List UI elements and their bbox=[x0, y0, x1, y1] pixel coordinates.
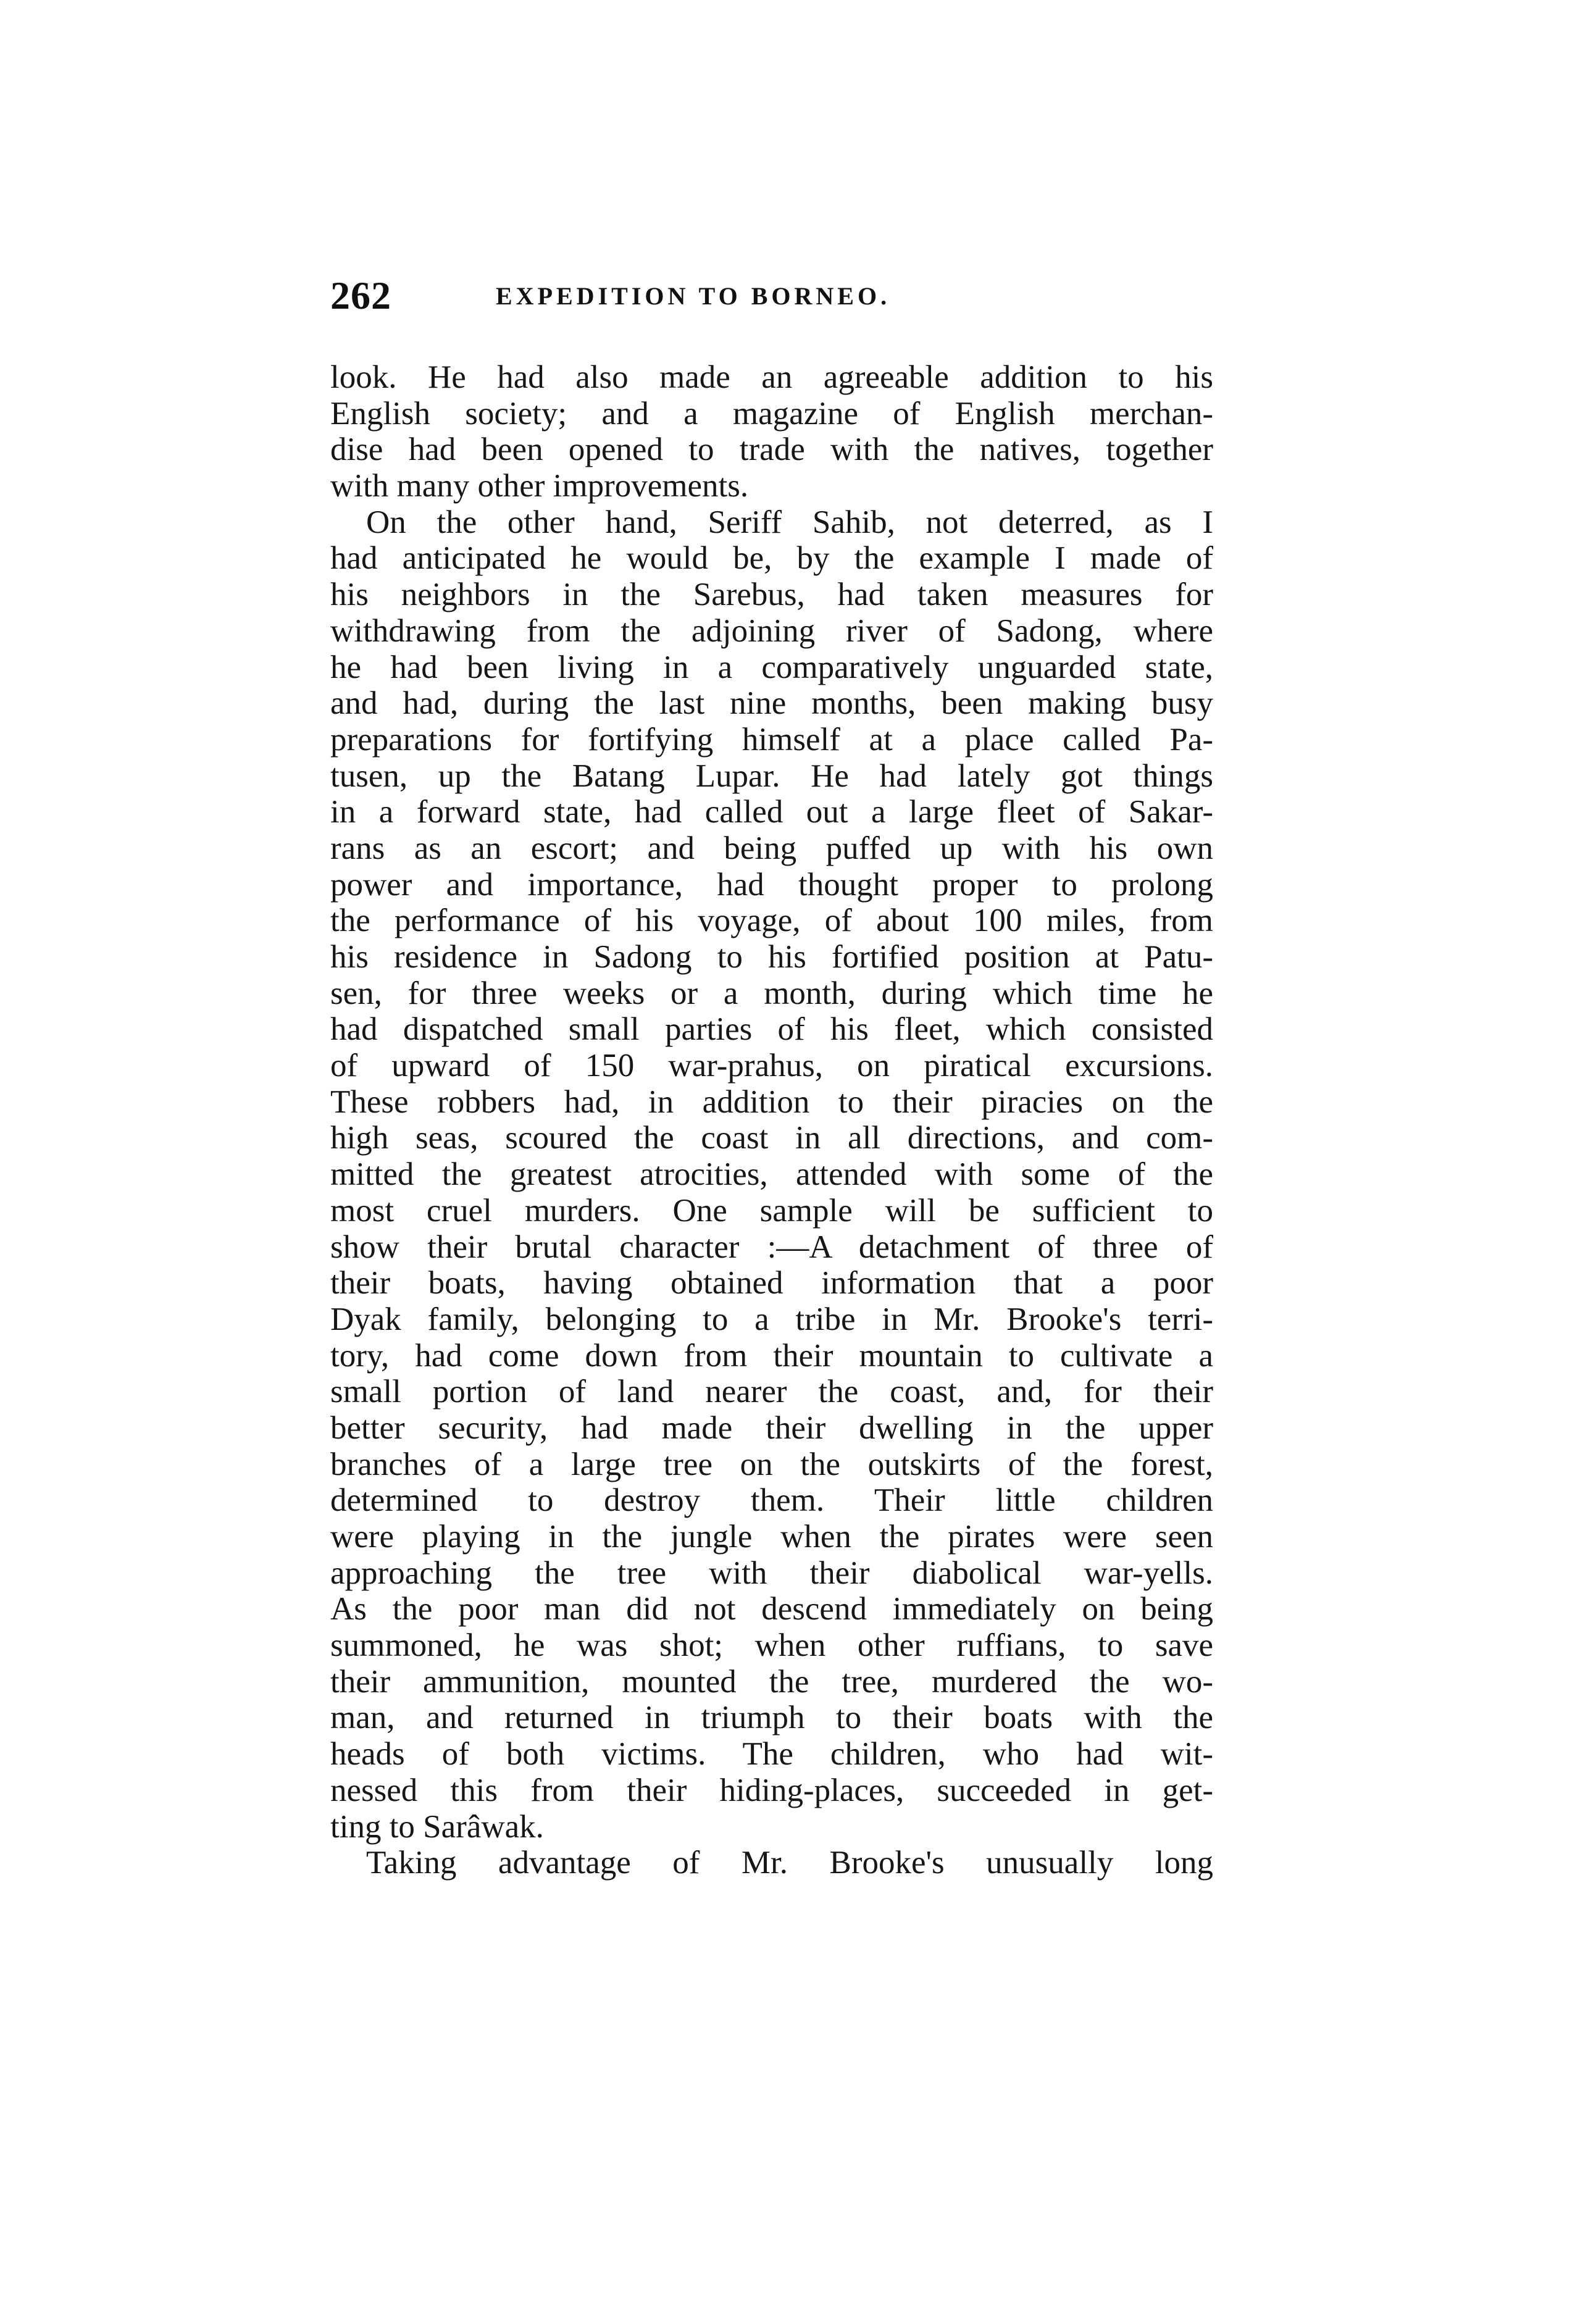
text-line: approaching the tree with their diabolical war-yells. bbox=[330, 1555, 1213, 1591]
text-line: dise had been opened to trade with the natives, together bbox=[330, 432, 1213, 468]
text-line: These robbers had, in addition to their piracies on the bbox=[330, 1084, 1213, 1120]
text-line: mitted the greatest atrocities, attended with some of the bbox=[330, 1156, 1213, 1193]
page-number: 262 bbox=[330, 274, 391, 317]
text-line: the performance of his voyage, of about 100 miles, from bbox=[330, 903, 1213, 939]
text-line: with many other improvements. bbox=[330, 468, 749, 504]
text-line: his residence in Sadong to his fortified position at Patu- bbox=[330, 939, 1213, 975]
text-line: On the other hand, Seriff Sahib, not deterred, as I bbox=[366, 504, 1213, 540]
text-line: tory, had come down from their mountain to cultivate a bbox=[330, 1337, 1213, 1374]
text-line: most cruel murders. One sample will be sufficient to bbox=[330, 1192, 1213, 1229]
text-line: branches of a large tree on the outskirts of the forest, bbox=[330, 1446, 1213, 1482]
text-line: heads of both victims. The children, who had wit- bbox=[330, 1736, 1213, 1773]
text-line: small portion of land nearer the coast, and, for their bbox=[330, 1374, 1213, 1410]
running-title: EXPEDITION TO BORNEO. bbox=[496, 282, 891, 310]
text-line: of upward of 150 war-prahus, on piratical excursions. bbox=[330, 1048, 1213, 1084]
text-line: power and importance, had thought proper to prolong bbox=[330, 866, 1213, 903]
text-line: preparations for fortifying himself at a place called Pa- bbox=[330, 721, 1213, 758]
text-line: look. He had also made an agreeable addition to his bbox=[330, 359, 1213, 395]
text-line: he had been living in a comparatively unguarded state, bbox=[330, 649, 1213, 685]
text-line: their ammunition, mounted the tree, murdered the wo- bbox=[330, 1663, 1213, 1700]
text-line: had dispatched small parties of his fleet, which consisted bbox=[330, 1011, 1213, 1048]
text-line: show their brutal character :—A detachment of three of bbox=[330, 1229, 1213, 1265]
text-line: his neighbors in the Sarebus, had taken measures for bbox=[330, 577, 1213, 613]
page-header bbox=[330, 273, 1213, 328]
text-line: better security, had made their dwelling in the upper bbox=[330, 1409, 1213, 1446]
text-line: in a forward state, had called out a large fleet of Sakar- bbox=[330, 794, 1213, 830]
text-line: Dyak family, belonging to a tribe in Mr. Brooke's terri- bbox=[330, 1301, 1213, 1337]
text-line: and had, during the last nine months, been making busy bbox=[330, 685, 1213, 722]
text-line: nessed this from their hiding-places, succeeded in get- bbox=[330, 1772, 1213, 1808]
text-line: ting to Sarâwak. bbox=[330, 1808, 544, 1845]
body-text bbox=[330, 359, 1213, 1881]
text-line: sen, for three weeks or a month, during which time he bbox=[330, 975, 1213, 1011]
text-line: withdrawing from the adjoining river of Sadong, where bbox=[330, 612, 1213, 649]
text-line: their boats, having obtained information that a poor bbox=[330, 1265, 1213, 1301]
text-line: rans as an escort; and being puffed up with his own bbox=[330, 830, 1213, 866]
text-line: were playing in the jungle when the pirates were seen bbox=[330, 1519, 1213, 1555]
text-line: Taking advantage of Mr. Brooke's unusually long bbox=[366, 1845, 1213, 1881]
text-line: English society; and a magazine of English merchan- bbox=[330, 395, 1213, 432]
text-line: As the poor man did not descend immediately on being bbox=[330, 1591, 1213, 1627]
text-line: high seas, scoured the coast in all directions, and com- bbox=[330, 1120, 1213, 1156]
text-line: determined to destroy them. Their little children bbox=[330, 1482, 1213, 1519]
text-line: man, and returned in triumph to their boats with the bbox=[330, 1700, 1213, 1736]
text-line: summoned, he was shot; when other ruffians, to save bbox=[330, 1627, 1213, 1664]
text-line: had anticipated he would be, by the example I made of bbox=[330, 540, 1213, 577]
text-line: tusen, up the Batang Lupar. He had lately got things bbox=[330, 758, 1213, 794]
